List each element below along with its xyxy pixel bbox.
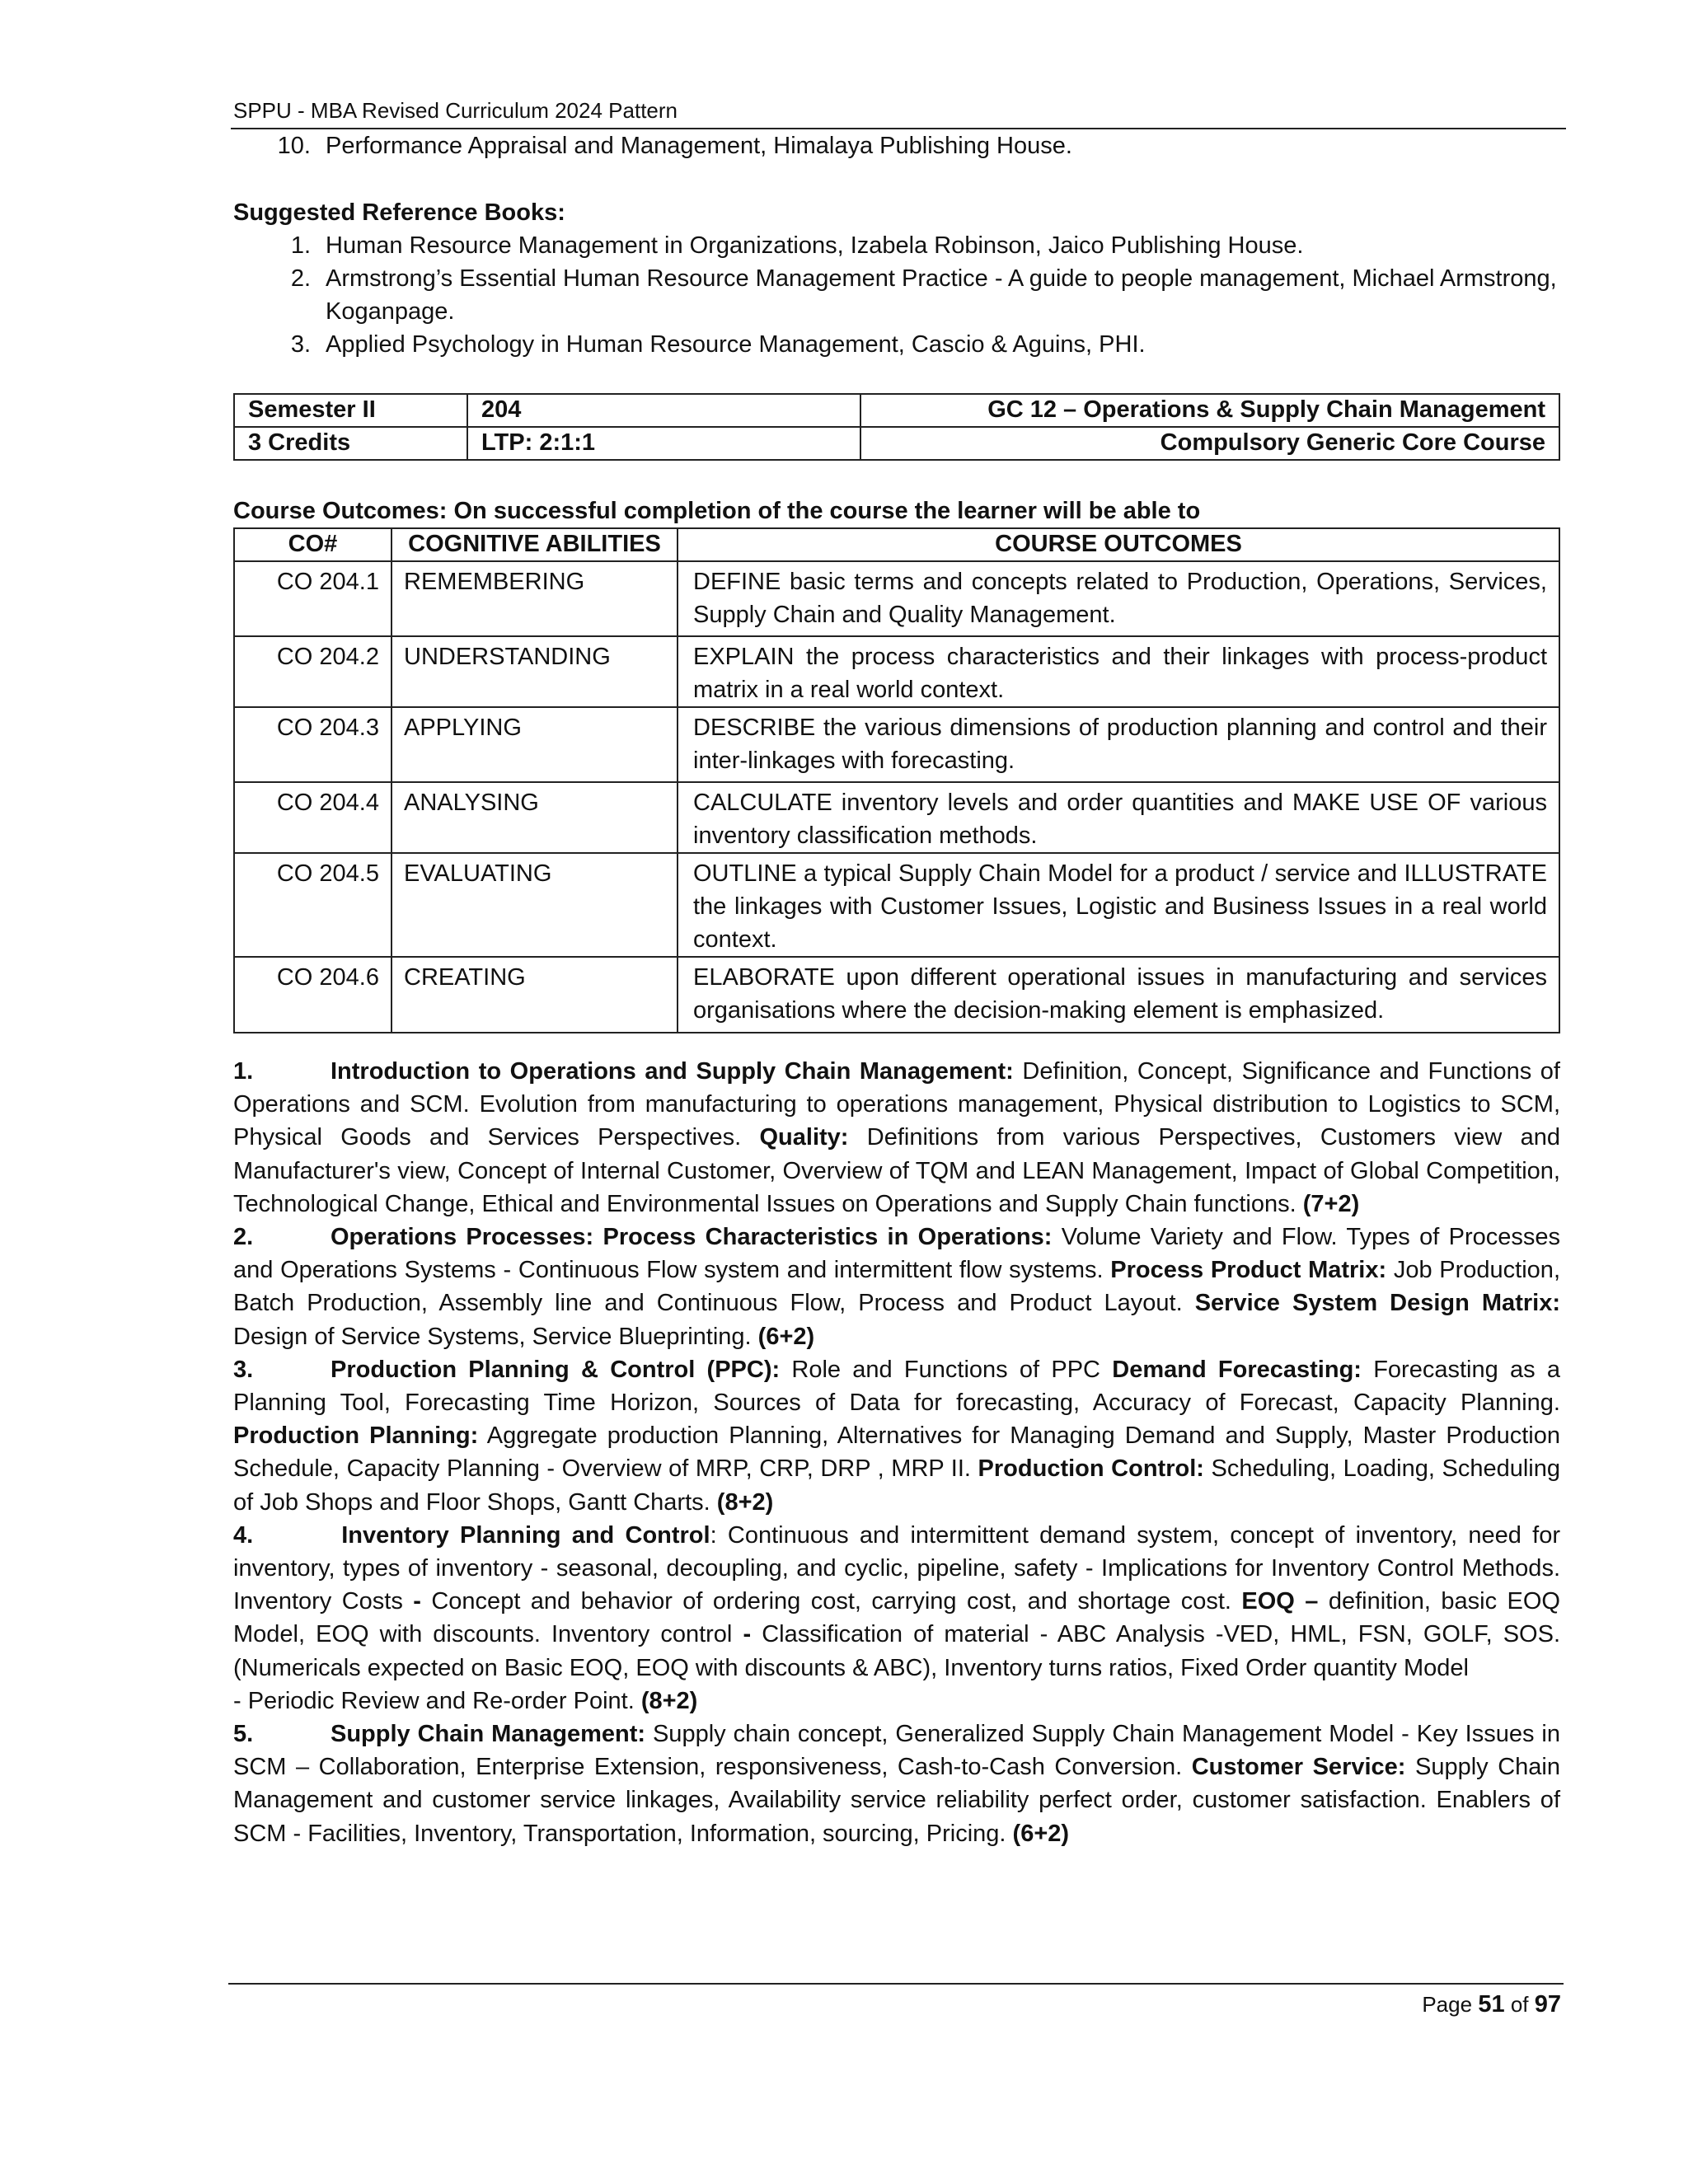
unit-bold-text: Production Planning & Control (PPC): [331, 1356, 781, 1383]
page-number [1422, 1988, 1561, 2021]
unit-bold-text: Supply Chain Management: [331, 1721, 646, 1748]
column-header: COURSE OUTCOMES [678, 528, 1559, 561]
page-of-label: of [1510, 1992, 1529, 2017]
unit-text: Concept and behavior of ordering cost, carrying cost, and shortage cost. [420, 1588, 1242, 1615]
list-item-number: 2. [290, 265, 311, 292]
unit-text: - Periodic Review and Re-order Point. [233, 1687, 641, 1714]
unit-bold-text: - [413, 1588, 421, 1615]
total-pages: 97 [1534, 1991, 1561, 2018]
unit-text: definition, basic EOQ Model, EOQ with discounts. Inventory control [233, 1588, 1560, 1648]
list-item [233, 262, 1560, 328]
list-item-text: Armstrong’s Essential Human Resource Management Practice - A guide to people management, Michael Armstrong, Koganpage. [326, 265, 1557, 325]
unit-bold-text: Customer Service: [1191, 1754, 1406, 1781]
table-header-row [234, 528, 1559, 561]
unit-text: Aggregate production Planning, Alternatives for Managing Demand and Supply, Master Production Schedule, Capacity Planning - Overview of MRP, CRP, DRP , MRP II. [233, 1422, 1561, 1483]
co-number: CO 204.5 [234, 853, 392, 957]
cognitive-ability: EVALUATING [392, 853, 678, 957]
co-number: CO 204.6 [234, 957, 392, 1033]
text-books-list-continued [233, 129, 1560, 162]
course-info-table [233, 393, 1560, 461]
credits-cell: 3 Credits [234, 427, 467, 460]
table-row [234, 853, 1559, 957]
unit-text: Forecasting as a Planning Tool, Forecasting Time Horizon, Sources of Data for forecasting, Accuracy of Forecast, Capacity Planning. [233, 1356, 1560, 1417]
unit-number: 1. [233, 1058, 254, 1085]
list-item [233, 229, 1560, 262]
course-outcome: OUTLINE a typical Supply Chain Model for a product / service and ILLUSTRATE the linkages with Customer Issues, Logistic and Business Issues in a real world context. [678, 853, 1559, 957]
semester-cell: Semester II [234, 394, 467, 427]
unit-bold-text: - [743, 1621, 752, 1648]
unit-number: 4. [233, 1521, 254, 1549]
cognitive-ability: CREATING [392, 957, 678, 1033]
unit-bold-text: Demand Forecasting: [1112, 1356, 1362, 1383]
page-label: Page [1422, 1992, 1473, 2017]
unit-text: Supply chain concept, Generalized Supply Chain Management Model - Key Issues in SCM – Collaboration, Enterprise Extension, responsiveness, Cash-to-Cash Conversion. [233, 1721, 1560, 1781]
co-number: CO 204.2 [234, 636, 392, 707]
unit-bold-text: EOQ – [1241, 1588, 1319, 1615]
unit-paragraph [233, 1519, 1560, 1718]
unit-bold-text: Inventory Planning and Control [331, 1521, 710, 1549]
unit-text: Definition, Concept, Significance and Functions of Operations and SCM. Evolution from manufacturing to operations management, Physical distribution to Logistics to SCM, Physical Goods and Services Perspectives. [233, 1058, 1560, 1151]
course-outcome: ELABORATE upon different operational issues in manufacturing and services organisations where the decision-making element is emphasized. [678, 957, 1559, 1033]
reference-books-heading: Suggested Reference Books: [233, 199, 565, 226]
course-outcomes-heading: Course Outcomes: On successful completion of the course the learner will be able to [233, 498, 1201, 524]
list-item [233, 129, 1560, 162]
table-row [234, 782, 1559, 853]
unit-text: Role and Functions of PPC [780, 1356, 1113, 1383]
list-item-text: Human Resource Management in Organizations, Izabela Robinson, Jaico Publishing House. [326, 232, 1304, 259]
unit-bold-text: (6+2) [757, 1323, 815, 1350]
ltp-cell: LTP: 2:1:1 [467, 427, 860, 460]
list-item-number: 10. [277, 133, 311, 159]
table-row [234, 707, 1559, 782]
list-item-number: 3. [290, 331, 311, 358]
table-row [234, 561, 1559, 636]
column-header: CO# [234, 528, 392, 561]
cognitive-ability: ANALYSING [392, 782, 678, 853]
unit-bold-text: Process Product Matrix: [1110, 1257, 1387, 1284]
unit-bold-text: Introduction to Operations and Supply Chain Management: [331, 1058, 1014, 1085]
unit-text: Job Production, Batch Production, Assembly line and Continuous Flow, Process and Product Layout. [233, 1257, 1560, 1317]
course-title-cell: GC 12 – Operations & Supply Chain Management [860, 394, 1559, 427]
course-outcome: DEFINE basic terms and concepts related to Production, Operations, Services, Supply Chain and Quality Management. [678, 561, 1559, 636]
co-number: CO 204.3 [234, 707, 392, 782]
footer-divider [228, 1983, 1564, 1985]
course-outcomes-table [233, 527, 1560, 1033]
page-header-title: SPPU - MBA Revised Curriculum 2024 Pattern [233, 98, 678, 123]
course-type-cell: Compulsory Generic Core Course [860, 427, 1559, 460]
cognitive-ability: APPLYING [392, 707, 678, 782]
column-header: COGNITIVE ABILITIES [392, 528, 678, 561]
table-row [234, 957, 1559, 1033]
unit-text: Classification of material - ABC Analysis -VED, HML, FSN, GOLF, SOS. (Numericals expected on Basic EOQ, EOQ with discounts & ABC), Inventory turns ratios, Fixed Order quantity Model [233, 1621, 1561, 1681]
course-outcome: EXPLAIN the process characteristics and their linkages with process-product matrix in a real world context. [678, 636, 1559, 707]
unit-paragraph [233, 1055, 1560, 1221]
table-row [234, 427, 1559, 460]
unit-text: Definitions from various Perspectives, Customers view and Manufacturer's view, Concept of Internal Customer, Overview of TQM and LEAN Management, Impact of Global Competition, Technological Change, Ethical and Environmental Issues on Operations and Supply Chain functions. [233, 1124, 1560, 1217]
syllabus-units [233, 1055, 1560, 1850]
unit-bold-text: (7+2) [1302, 1190, 1360, 1217]
unit-bold-text: (8+2) [716, 1488, 774, 1516]
co-number: CO 204.4 [234, 782, 392, 853]
course-outcome: CALCULATE inventory levels and order quantities and MAKE USE OF various inventory classification methods. [678, 782, 1559, 853]
current-page: 51 [1478, 1991, 1505, 2018]
unit-paragraph [233, 1221, 1560, 1353]
unit-bold-text: (8+2) [640, 1687, 698, 1714]
unit-bold-text: Service System Design Matrix: [1194, 1290, 1560, 1317]
reference-books-list [233, 229, 1560, 361]
unit-text: Scheduling, Loading, Scheduling of Job Shops and Floor Shops, Gantt Charts. [233, 1455, 1560, 1516]
unit-bold-text: Production Control: [978, 1455, 1204, 1483]
unit-text: : Continuous and intermittent demand system, concept of inventory, need for inventory, types of inventory - seasonal, decoupling, and cyclic, pipeline, safety - Implications for Inventory Control Methods. Inventory Costs [233, 1521, 1561, 1615]
list-item-text: Performance Appraisal and Management, Himalaya Publishing House. [326, 133, 1072, 159]
unit-text: Volume Variety and Flow. Types of Processes and Operations Systems - Continuous Flow system and intermittent flow systems. [233, 1224, 1560, 1284]
cognitive-ability: UNDERSTANDING [392, 636, 678, 707]
cognitive-ability: REMEMBERING [392, 561, 678, 636]
unit-paragraph [233, 1718, 1560, 1850]
table-row [234, 636, 1559, 707]
table-row [234, 394, 1559, 427]
course-outcome: DESCRIBE the various dimensions of production planning and control and their inter-linkages with forecasting. [678, 707, 1559, 782]
unit-number: 2. [233, 1224, 254, 1251]
list-item-number: 1. [290, 232, 311, 259]
list-item-text: Applied Psychology in Human Resource Management, Cascio & Aguins, PHI. [326, 331, 1146, 358]
unit-paragraph [233, 1353, 1560, 1519]
unit-number: 3. [233, 1356, 254, 1383]
list-item [233, 328, 1560, 361]
unit-bold-text: Operations Processes: Process Characteristics in Operations: [331, 1224, 1053, 1251]
course-code-cell: 204 [467, 394, 860, 427]
unit-text: Design of Service Systems, Service Blueprinting. [233, 1323, 758, 1350]
unit-bold-text: (6+2) [1012, 1820, 1070, 1847]
unit-bold-text: Quality: [759, 1124, 849, 1151]
co-number: CO 204.1 [234, 561, 392, 636]
unit-text: Supply Chain Management and customer service linkages, Availability service reliability perfect order, customer satisfaction. Enablers of SCM - Facilities, Inventory, Transportation, Information, sourcing, Pricing. [233, 1754, 1560, 1847]
unit-number: 5. [233, 1721, 254, 1748]
unit-bold-text: Production Planning: [233, 1422, 479, 1450]
